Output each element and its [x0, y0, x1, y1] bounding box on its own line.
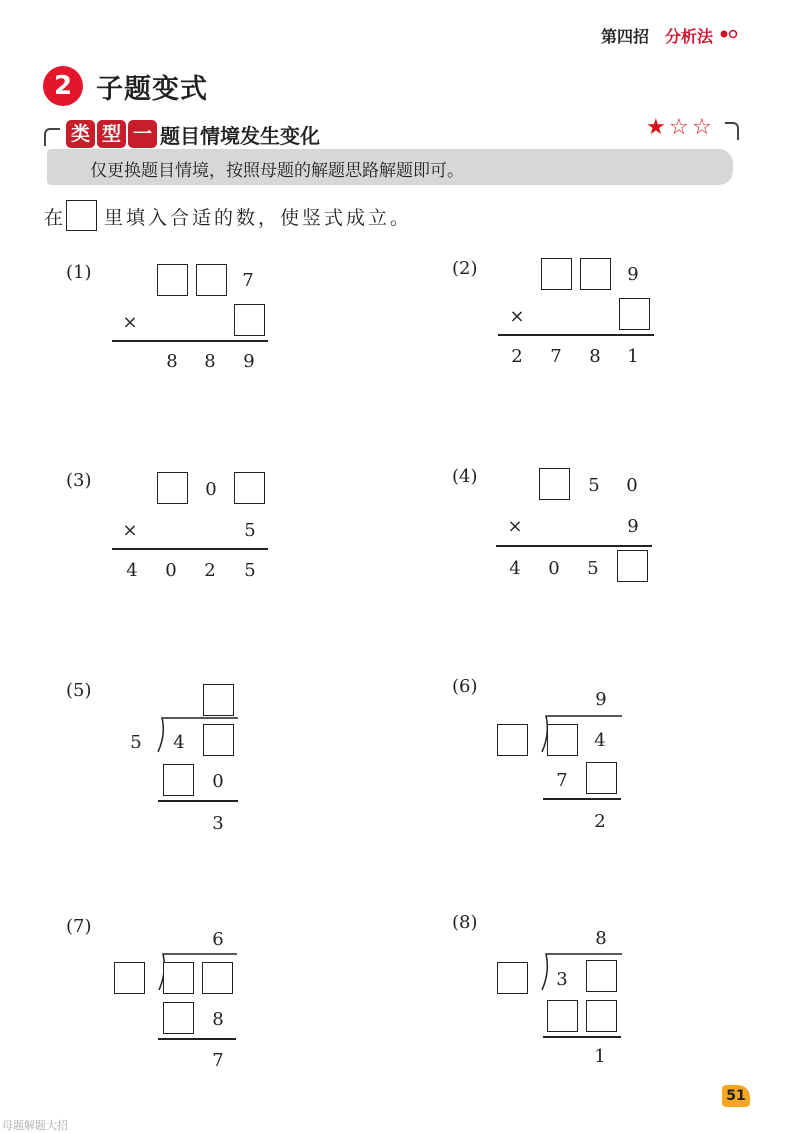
problem-label: (6)	[452, 676, 478, 697]
digit: 2	[594, 811, 606, 832]
problem-label: (7)	[66, 916, 92, 937]
digit: 0	[626, 475, 638, 496]
type-tag-char: 型	[97, 120, 126, 148]
bracket-left	[44, 128, 60, 146]
digit: 7	[556, 770, 568, 791]
problem-label: (8)	[452, 912, 478, 933]
chapter-label: 第四招	[601, 27, 650, 46]
rule-line	[543, 798, 621, 800]
digit: 1	[594, 1046, 606, 1067]
problem-label: (5)	[66, 680, 92, 701]
star-filled-icon: ★	[646, 115, 666, 140]
answer-box[interactable]	[203, 684, 234, 716]
answer-box[interactable]	[157, 264, 188, 296]
problem-label: (2)	[452, 258, 478, 279]
digit: 0	[165, 560, 177, 581]
answer-box[interactable]	[547, 1000, 578, 1032]
answer-box[interactable]	[196, 264, 227, 296]
rule-line	[112, 340, 268, 342]
rule-line	[112, 548, 268, 550]
digit: 0	[205, 479, 217, 500]
answer-box[interactable]	[619, 298, 650, 330]
digit: 8	[166, 351, 178, 372]
digit: 8	[595, 928, 607, 949]
digit: 9	[627, 264, 639, 285]
type-title: 题目情境发生变化	[160, 124, 320, 148]
digit: 8	[212, 1009, 224, 1030]
digit: 5	[130, 732, 142, 753]
page-number: 51	[722, 1085, 750, 1107]
digit: 9	[627, 516, 639, 537]
problem-label: (1)	[66, 262, 92, 283]
digit: 6	[212, 929, 224, 950]
instruction-prefix: 在	[44, 207, 66, 229]
digit: 4	[594, 730, 606, 751]
digit: 5	[587, 558, 599, 579]
answer-box[interactable]	[163, 962, 194, 994]
star-outline-icon: ☆	[692, 115, 712, 140]
digit: 0	[212, 771, 224, 792]
digit: 8	[204, 351, 216, 372]
section-title: 子题变式	[96, 74, 208, 105]
method-label: 分析法	[665, 27, 714, 46]
digit: 2	[204, 560, 216, 581]
digit: 3	[556, 969, 568, 990]
digit: 4	[509, 558, 521, 579]
digit: 0	[548, 558, 560, 579]
digit: 3	[212, 813, 224, 834]
digit: 7	[242, 270, 254, 291]
digit: 7	[550, 346, 562, 367]
answer-box[interactable]	[539, 468, 570, 500]
instruction-text: 里填入合适的数，使竖式成立。	[104, 207, 413, 229]
digit: 9	[243, 351, 255, 372]
digit: 2	[511, 346, 523, 367]
answer-box[interactable]	[617, 550, 648, 582]
blank-box	[66, 200, 97, 231]
multiply-sign: ×	[122, 520, 138, 541]
problem-label: (3)	[66, 470, 92, 491]
problem-label: (4)	[452, 466, 478, 487]
answer-box[interactable]	[163, 1002, 194, 1034]
type-tag-char: 类	[66, 120, 95, 148]
bracket-right	[725, 122, 739, 140]
digit: 5	[244, 520, 256, 541]
footer-text: 母题解题大招	[2, 1119, 68, 1132]
answer-box[interactable]	[163, 764, 194, 796]
answer-box[interactable]	[586, 762, 617, 794]
rule-line	[496, 545, 652, 547]
answer-box[interactable]	[203, 724, 234, 756]
digit: 8	[589, 346, 601, 367]
digit: 4	[126, 560, 138, 581]
rule-line	[498, 334, 654, 336]
answer-box[interactable]	[234, 472, 265, 504]
rule-line	[158, 800, 238, 802]
rule-line	[158, 1038, 236, 1040]
answer-box[interactable]	[541, 258, 572, 290]
answer-box[interactable]	[157, 472, 188, 504]
hint-text: 仅更换题目情境，按照母题的解题思路解题即可。	[90, 161, 464, 181]
link-icon	[720, 29, 738, 39]
digit: 4	[173, 732, 185, 753]
multiply-sign: ×	[507, 516, 523, 537]
digit: 7	[212, 1050, 224, 1071]
type-tag-char: 一	[128, 120, 157, 148]
multiply-sign: ×	[122, 312, 138, 333]
digit: 9	[595, 689, 607, 710]
answer-box[interactable]	[586, 960, 617, 992]
digit: 1	[627, 346, 639, 367]
answer-box[interactable]	[234, 304, 265, 336]
multiply-sign: ×	[509, 306, 525, 327]
answer-box[interactable]	[202, 962, 233, 994]
star-outline-icon: ☆	[669, 115, 689, 140]
rule-line	[543, 1036, 621, 1038]
answer-box[interactable]	[586, 1000, 617, 1032]
digit: 5	[588, 475, 600, 496]
section-number-badge: 2	[43, 66, 83, 106]
answer-box[interactable]	[547, 724, 578, 756]
answer-box[interactable]	[580, 258, 611, 290]
digit: 5	[244, 560, 256, 581]
